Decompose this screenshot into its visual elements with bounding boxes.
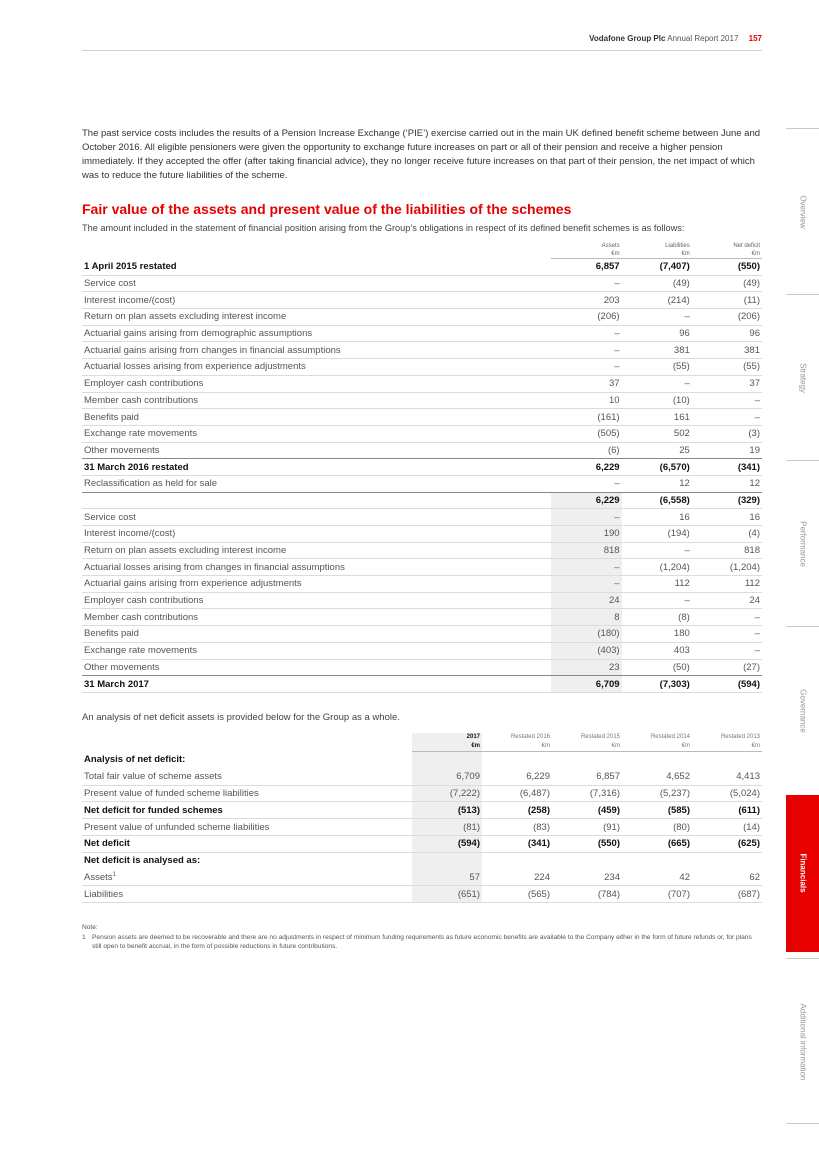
row-label-text: Present value of funded scheme liabilities [84,787,259,799]
cell-value: (10) [622,392,692,409]
cell-value: – [692,609,762,626]
side-tab-label: Performance [798,521,807,567]
row-label-text: Total fair value of scheme assets [84,770,222,782]
cell-value: (180) [551,626,621,643]
cell-value: (91) [552,819,622,836]
cell-value: (206) [692,309,762,326]
column-header: Restated 2013 €m [692,733,762,752]
cell-value [622,852,692,869]
cell-value: – [692,392,762,409]
cell-value: (83) [482,819,552,836]
column-header: Restated 2014 €m [622,733,692,752]
side-tab-label: Governance [798,689,807,733]
cell-value: (550) [552,835,622,852]
cell-value [412,852,482,869]
cell-value: (8) [622,609,692,626]
cell-value: – [551,509,621,526]
cell-value: 6,709 [412,768,482,785]
cell-value: 42 [622,869,692,886]
cell-value: (6,558) [622,492,692,509]
row-label: Reclassification as held for sale [82,475,551,492]
table-row [82,292,762,309]
side-tab-additional-information[interactable] [786,958,819,1124]
table-row [82,392,762,409]
cell-value: 6,229 [551,492,621,509]
row-label: Actuarial gains arising from changes in financial assumptions [82,342,551,359]
table-row [82,309,762,326]
report-name: Annual Report 2017 [667,34,739,43]
cell-value: (784) [552,886,622,903]
cell-value: (50) [622,659,692,676]
row-label: Actuarial losses arising from experience adjustments [82,359,551,376]
table-row [82,259,762,276]
row-label-text: Analysis of net deficit: [84,754,186,766]
row-label [82,886,412,903]
side-tab-strategy[interactable] [786,294,819,460]
cell-value: 96 [692,325,762,342]
row-label: Return on plan assets excluding interest income [82,309,551,326]
cell-value: – [622,592,692,609]
row-label: Actuarial gains arising from experience adjustments [82,576,551,593]
side-tab-label: Additional information [798,1003,807,1081]
footnote [82,933,762,952]
cell-value: 6,229 [551,459,621,476]
cell-value: – [551,359,621,376]
column-header: 2017 €m [412,733,482,752]
cell-value: 12 [622,475,692,492]
row-label: Other movements [82,442,551,459]
cell-value: – [692,626,762,643]
table-row [82,576,762,593]
row-label-text: Net deficit is analysed as: [84,855,201,867]
side-tab-financials[interactable] [786,795,819,952]
cell-value: 224 [482,869,552,886]
cell-value: (341) [692,459,762,476]
table-row [82,375,762,392]
cell-value: (7,303) [622,676,692,693]
cell-value: 16 [622,509,692,526]
table-row [82,642,762,659]
cell-value: – [551,475,621,492]
cell-value: 4,413 [692,768,762,785]
row-label: Exchange rate movements [82,425,551,442]
table-row [82,359,762,376]
cell-value: – [692,409,762,426]
cell-value: (27) [692,659,762,676]
row-label: Member cash contributions [82,392,551,409]
cell-value: – [692,642,762,659]
cell-value: – [551,576,621,593]
cell-value: (49) [622,275,692,292]
cell-value [692,852,762,869]
cell-value: 6,229 [482,768,552,785]
cell-value: (329) [692,492,762,509]
cell-value: (6,487) [482,785,552,802]
cell-value: (625) [692,835,762,852]
cell-value: (585) [622,802,692,819]
row-label [82,852,412,869]
row-label-text: Present value of unfunded scheme liabilities [84,821,270,833]
cell-value: 180 [622,626,692,643]
cell-value: (7,316) [552,785,622,802]
row-label: Actuarial gains arising from demographic assumptions [82,325,551,342]
cell-value: (81) [412,819,482,836]
row-label [82,752,412,769]
row-label [82,819,412,836]
cell-value [412,752,482,769]
row-label [82,492,551,509]
cell-value: – [622,542,692,559]
analysis-intro-text: An analysis of net deficit assets is provided below for the Group as a whole. [82,712,400,723]
cell-value: 6,857 [552,768,622,785]
cell-value [552,852,622,869]
cell-value: (403) [551,642,621,659]
cell-value: 381 [692,342,762,359]
cell-value: 24 [692,592,762,609]
cell-value [692,752,762,769]
cell-value: (14) [692,819,762,836]
table-row [82,609,762,626]
cell-value: 16 [692,509,762,526]
footnote-number: 1 [82,933,86,941]
cell-value: 190 [551,526,621,543]
row-label: Other movements [82,659,551,676]
cell-value: 818 [551,542,621,559]
row-label [82,768,412,785]
cell-value: (594) [692,676,762,693]
row-label: Service cost [82,275,551,292]
cell-value: 96 [622,325,692,342]
cell-value: 62 [692,869,762,886]
cell-value: 23 [551,659,621,676]
side-tab-label: Overview [798,195,807,229]
cell-value [622,752,692,769]
row-label: 31 March 2016 restated [82,459,551,476]
cell-value: (505) [551,425,621,442]
row-label: Return on plan assets excluding interest income [82,542,551,559]
schemes-reconciliation-table [82,242,762,693]
cell-value: 8 [551,609,621,626]
cell-value: (513) [412,802,482,819]
column-header: Net deficit €m [692,242,762,259]
row-label: 1 April 2015 restated [82,259,551,276]
cell-value: 37 [692,375,762,392]
cell-value: 234 [552,869,622,886]
cell-value: 25 [622,442,692,459]
cell-value: (594) [412,835,482,852]
cell-value: (611) [692,802,762,819]
cell-value: (3) [692,425,762,442]
table-row [82,785,762,802]
page-header [82,34,762,43]
side-tab-governance[interactable] [786,626,819,794]
cell-value: 57 [412,869,482,886]
table-row [82,886,762,903]
row-label: Benefits paid [82,626,551,643]
table-row [82,492,762,509]
table-row [82,509,762,526]
notes-title: Note: [82,924,98,931]
company-name: Vodafone Group Plc [589,34,666,43]
row-label: Interest income/(cost) [82,292,551,309]
table-row [82,752,762,769]
row-label: Employer cash contributions [82,592,551,609]
cell-value: (11) [692,292,762,309]
cell-value: (194) [622,526,692,543]
cell-value: 403 [622,642,692,659]
cell-value: 19 [692,442,762,459]
cell-value: (550) [692,259,762,276]
row-label: 31 March 2017 [82,676,551,693]
cell-value: (80) [622,819,692,836]
cell-value: – [622,375,692,392]
row-label-text: Liabilities [84,888,124,900]
table-row [82,802,762,819]
table-row [82,852,762,869]
cell-value: 37 [551,375,621,392]
cell-value: (258) [482,802,552,819]
cell-value: 818 [692,542,762,559]
cell-value: (1,204) [692,559,762,576]
cell-value: (5,024) [692,785,762,802]
table-row [82,275,762,292]
table-header-row [82,242,762,259]
table-header-row [82,733,762,752]
row-label-text: Assets [84,871,113,883]
cell-value: (161) [551,409,621,426]
cell-value: 4,652 [622,768,692,785]
header-divider [82,50,762,51]
intro-paragraph: The past service costs includes the results of a Pension Increase Exchange (‘PIE’) exercise carried out in the main UK defined benefit scheme between June and October 2016. All eligible pensioners were given the opportunity to exchange future increases on part or all of their pension and receive a higher pension immediately. If they accepted the offer (after taking financial advice), they no longer receive future increases on that part of their pension, the net impact of which was to reduce the future liabilities of the scheme. [82,128,761,181]
cell-value: (6) [551,442,621,459]
row-label [82,835,412,852]
cell-value: 10 [551,392,621,409]
cell-value: 12 [692,475,762,492]
cell-value: (4) [692,526,762,543]
cell-value: (651) [412,886,482,903]
cell-value: 502 [622,425,692,442]
cell-value: – [551,325,621,342]
row-label-text: Net deficit for funded schemes [84,804,223,816]
side-tab-label: Financials [798,853,807,893]
table-row [82,442,762,459]
column-header: Liabilities €m [622,242,692,259]
table-row [82,475,762,492]
cell-value: (707) [622,886,692,903]
cell-value: (6,570) [622,459,692,476]
cell-value: (565) [482,886,552,903]
cell-value: (206) [551,309,621,326]
side-tab-overview[interactable] [786,128,819,294]
cell-value: (7,407) [622,259,692,276]
cell-value: (665) [622,835,692,852]
row-label: Benefits paid [82,409,551,426]
table-row [82,592,762,609]
cell-value: (214) [622,292,692,309]
cell-value: 112 [622,576,692,593]
row-label: Employer cash contributions [82,375,551,392]
row-label [82,785,412,802]
table-row [82,768,762,785]
footnote-text: Pension assets are deemed to be recoverable and there are no adjustments in respect of minimum funding requirements as future economic benefits are available to the Company either in the form of future refunds or, for plans still open to benefit accrual, in the form of possible reductions in future contributions. [92,933,752,950]
cell-value: (5,237) [622,785,692,802]
table-row [82,526,762,543]
row-label: Actuarial losses arising from changes in financial assumptions [82,559,551,576]
table-row [82,835,762,852]
section-subtitle: The amount included in the statement of financial position arising from the Group’s obligations in respect of its defined benefit schemes is as follows: [82,223,685,233]
cell-value: – [551,342,621,359]
cell-value: (55) [692,359,762,376]
row-label-text: Net deficit [84,838,130,850]
cell-value: (459) [552,802,622,819]
table-row [82,425,762,442]
cell-value: 24 [551,592,621,609]
cell-value: (1,204) [622,559,692,576]
row-label [82,802,412,819]
cell-value [552,752,622,769]
table-row [82,325,762,342]
cell-value [482,852,552,869]
cell-value: (341) [482,835,552,852]
cell-value: 381 [622,342,692,359]
cell-value: (55) [622,359,692,376]
row-label: Member cash contributions [82,609,551,626]
notes [82,923,762,952]
table-row [82,626,762,643]
side-tab-label: Strategy [798,363,807,393]
row-label [82,869,412,886]
cell-value: (7,222) [412,785,482,802]
cell-value: 203 [551,292,621,309]
footnote-marker: 1 [112,871,116,878]
cell-value: – [551,559,621,576]
row-label: Exchange rate movements [82,642,551,659]
table-row [82,869,762,886]
table-row [82,459,762,476]
column-header: Assets €m [551,242,621,259]
cell-value: 161 [622,409,692,426]
row-label: Interest income/(cost) [82,526,551,543]
table-row [82,342,762,359]
page-number: 157 [748,34,762,43]
row-label: Service cost [82,509,551,526]
table-row [82,659,762,676]
cell-value: – [622,309,692,326]
section-title: Fair value of the assets and present value of the liabilities of the schemes [82,201,572,217]
table-row [82,676,762,693]
cell-value: 6,857 [551,259,621,276]
table-row [82,819,762,836]
cell-value: (687) [692,886,762,903]
cell-value [482,752,552,769]
cell-value: 112 [692,576,762,593]
cell-value: (49) [692,275,762,292]
table-row [82,559,762,576]
table-row [82,409,762,426]
net-deficit-analysis-table [82,733,762,903]
column-header: Restated 2016 €m [482,733,552,752]
side-tab-performance[interactable] [786,460,819,626]
cell-value: – [551,275,621,292]
column-header: Restated 2015 €m [552,733,622,752]
table-row [82,542,762,559]
cell-value: 6,709 [551,676,621,693]
